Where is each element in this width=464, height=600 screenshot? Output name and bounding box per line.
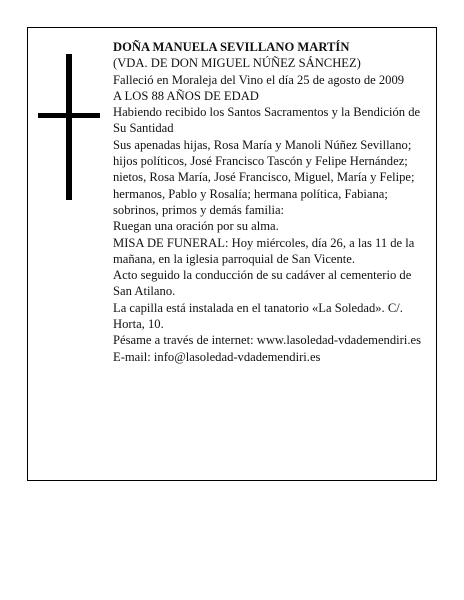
cross-icon xyxy=(38,54,100,200)
burial-paragraph: Acto seguido la conducción de su cadáver al cementerio de San Atilano. xyxy=(113,268,412,299)
email-line: E-mail: info@lasoledad-vdademendiri.es xyxy=(113,349,321,364)
obituary-text xyxy=(113,39,425,365)
cross-horizontal-bar xyxy=(38,113,100,118)
widow-of-line: (VDA. DE DON MIGUEL NÚÑEZ SÁNCHEZ) xyxy=(113,56,361,71)
funeral-paragraph: MISA DE FUNERAL: Hoy miércoles, día 26, a las 11 de la mañana, en la iglesia parroquial de San Vicente. xyxy=(113,235,415,266)
chapel-paragraph: La capilla está instalada en el tanatorio «La Soledad». C/. Horta, 10. xyxy=(113,300,403,332)
condolences-web-line: Pésame a través de internet: www.lasoledad-vdademendiri.es xyxy=(113,333,421,348)
deceased-name: DOÑA MANUELA SEVILLANO MARTÍN xyxy=(113,40,350,54)
obituary-notice xyxy=(27,27,437,481)
sacraments-line: Habiendo recibido los Santos Sacramentos y la Bendición de Su Santidad xyxy=(113,105,421,136)
cross-vertical-bar xyxy=(66,54,72,200)
death-line: Falleció en Moraleja del Vino el día 25 de agosto de 2009 xyxy=(113,72,405,87)
age-line: A LOS 88 AÑOS DE EDAD xyxy=(113,88,259,103)
family-paragraph: Sus apenadas hijas, Rosa María y Manoli Núñez Sevillano; hijos políticos, José Francisco Tascón y Felipe Hernández; nietos, Rosa María, José Francisco, Miguel, María y Felipe; hermanos, Pablo y Rosalía; hermana política, Fabiana; sobrinos, primos y demás familia: xyxy=(113,137,415,217)
prayer-line: Ruegan una oración por su alma. xyxy=(113,219,279,234)
